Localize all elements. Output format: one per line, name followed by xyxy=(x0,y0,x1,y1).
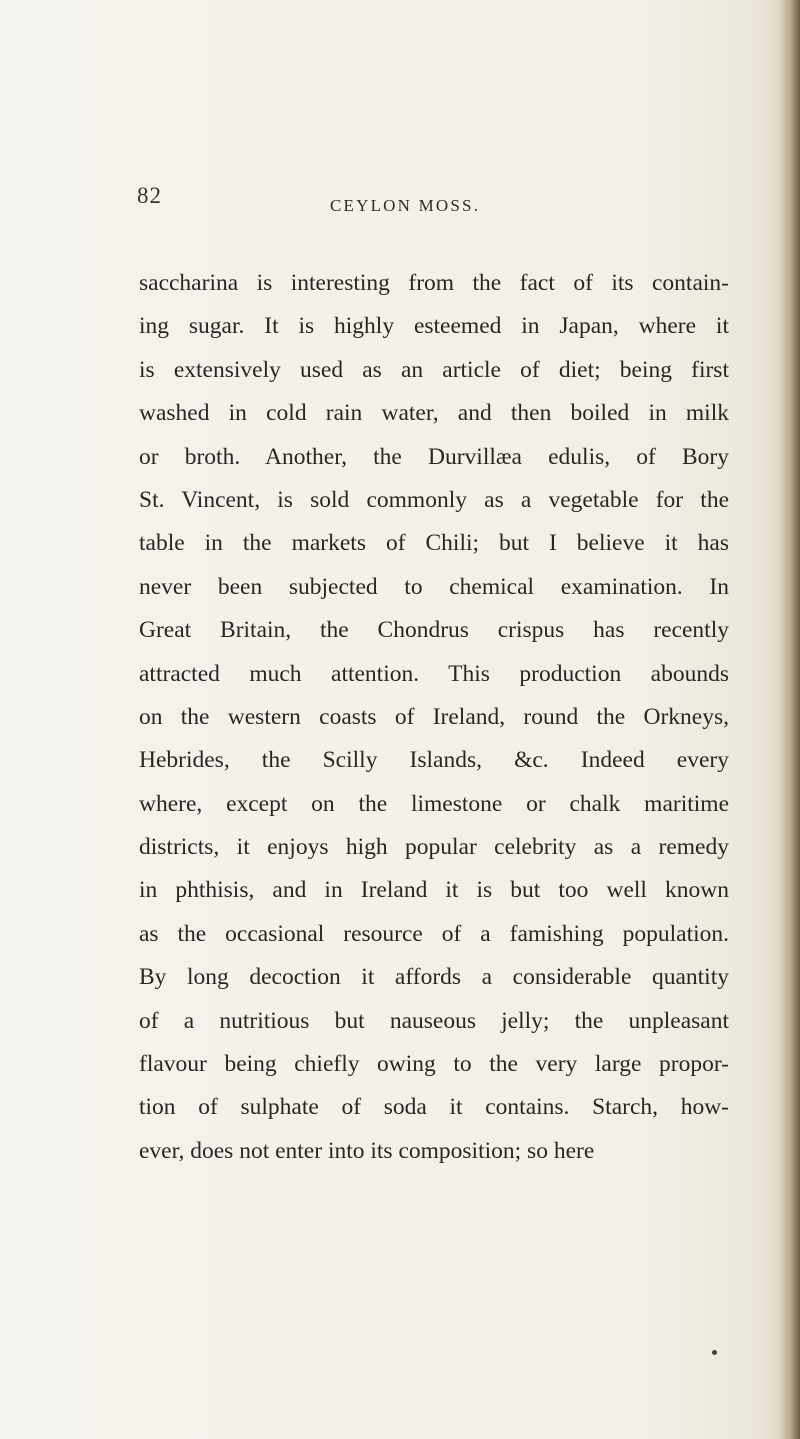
text-line: where, except on the limestone or chalk maritime xyxy=(139,790,729,817)
text-line: or broth. Another, the Durvillæa edulis, of Bory xyxy=(139,443,729,470)
text-line: districts, it enjoys high popular celebrity as a remedy xyxy=(139,834,729,861)
text-line: flavour being chiefly owing to the very large propor- xyxy=(139,1051,729,1078)
text-line: washed in cold rain water, and then boiled in milk xyxy=(139,400,729,427)
text-line: table in the markets of Chili; but I believe it has xyxy=(139,530,729,557)
running-title: CEYLON MOSS. xyxy=(330,196,481,215)
text-line: ever, does not enter into its composition; so here xyxy=(139,1137,595,1164)
text-line: in phthisis, and in Ireland it is but too well known xyxy=(139,877,729,904)
ink-speck xyxy=(712,1350,717,1355)
text-line: of a nutritious but nauseous jelly; the unpleasant xyxy=(139,1007,729,1034)
text-line: attracted much attention. This production abounds xyxy=(139,660,729,687)
text-line: saccharina is interesting from the fact of its contain- xyxy=(139,270,729,296)
text-line: By long decoction it affords a considerable quantity xyxy=(139,964,729,991)
page-edge-shadow xyxy=(778,0,800,1439)
text-line: on the western coasts of Ireland, round the Orkneys, xyxy=(139,703,729,730)
text-line: never been subjected to chemical examination. In xyxy=(139,573,729,600)
text-line: ing sugar. It is highly esteemed in Japan, where it xyxy=(139,313,729,340)
text-line: Great Britain, the Chondrus crispus has recently xyxy=(139,617,729,644)
text-line: tion of sulphate of soda it contains. Starch, how- xyxy=(139,1094,729,1121)
text-line: Hebrides, the Scilly Islands, &c. Indeed every xyxy=(139,747,729,774)
text-line: is extensively used as an article of diet; being first xyxy=(139,356,729,383)
text-line: St. Vincent, is sold commonly as a vegetable for the xyxy=(139,486,729,513)
body-text xyxy=(139,262,729,1173)
page-number: 82 xyxy=(137,183,162,208)
text-line: as the occasional resource of a famishing population. xyxy=(139,920,729,947)
